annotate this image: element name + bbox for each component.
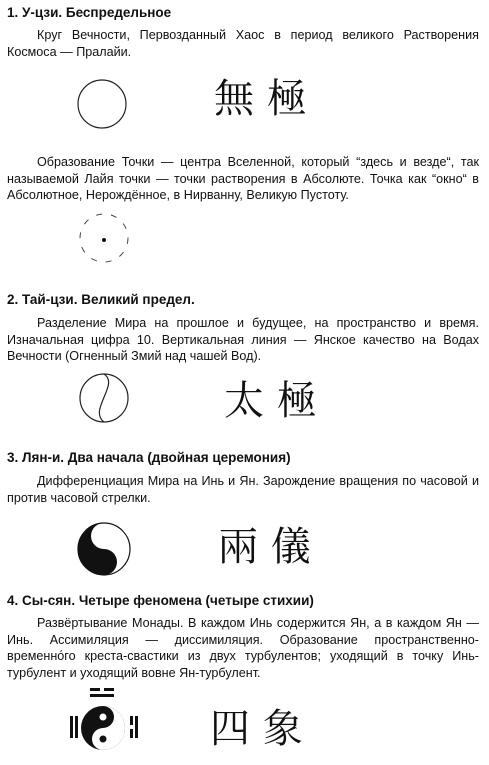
si-xiang-figure xyxy=(66,686,142,765)
point-formation-text: Образование Точки — центра Вселенной, который “здесь и везде“, так называемой Лайя точки — точки растворения в Абсолюте. Точка как “окно“ в Абсолютное, Нерождённое, в Нирванну, Великую Пустоту. xyxy=(7,155,479,202)
void-circle-figure xyxy=(74,76,130,132)
wu-ji-characters: 無 極 xyxy=(214,76,307,122)
section-3-text: Дифференциация Мира на Инь и Ян. Зарождение вращения по часовой и против часовой стрелки. xyxy=(7,474,479,505)
section-1-heading: 1. У-цзи. Беспредельное xyxy=(7,5,172,20)
section-4-heading: 4. Сы-сян. Четыре феномена (четыре стихии) xyxy=(7,593,314,608)
point-circle-figure xyxy=(76,210,132,266)
section-1-text: Круг Вечности, Первозданный Хаос в период великого Растворения Космоса — Пралайи. xyxy=(7,28,479,59)
tai-ji-circle-figure xyxy=(76,370,132,426)
section-4-text: Развёртывание Монады. В каждом Инь содержится Ян, а в каждом Ян — Инь. Ассимиляция — диссимиляция. Образование пространственно-временно́го креста-свастики из двух турбулентов; уходящий в точку Инь-турбулент и уходящий вовне Ян-турбулент. xyxy=(7,616,479,680)
si-xiang-characters: 四 象 xyxy=(210,706,303,752)
section-2-text: Разделение Мира на прошлое и будущее, на пространство и время. Изначальная цифра 10. Вертикальная линия — Янское качество на Водах Вечности (Огненный Змий над чашей Вод). xyxy=(7,316,479,363)
section-2-heading: 2. Тай-цзи. Великий предел. xyxy=(7,292,195,307)
section-3-heading: 3. Лян-и. Два начала (двойная церемония) xyxy=(7,450,291,465)
yin-yang-figure xyxy=(74,519,134,579)
tai-ji-characters: 太 極 xyxy=(224,378,317,424)
liang-yi-characters: 兩 儀 xyxy=(218,524,311,570)
